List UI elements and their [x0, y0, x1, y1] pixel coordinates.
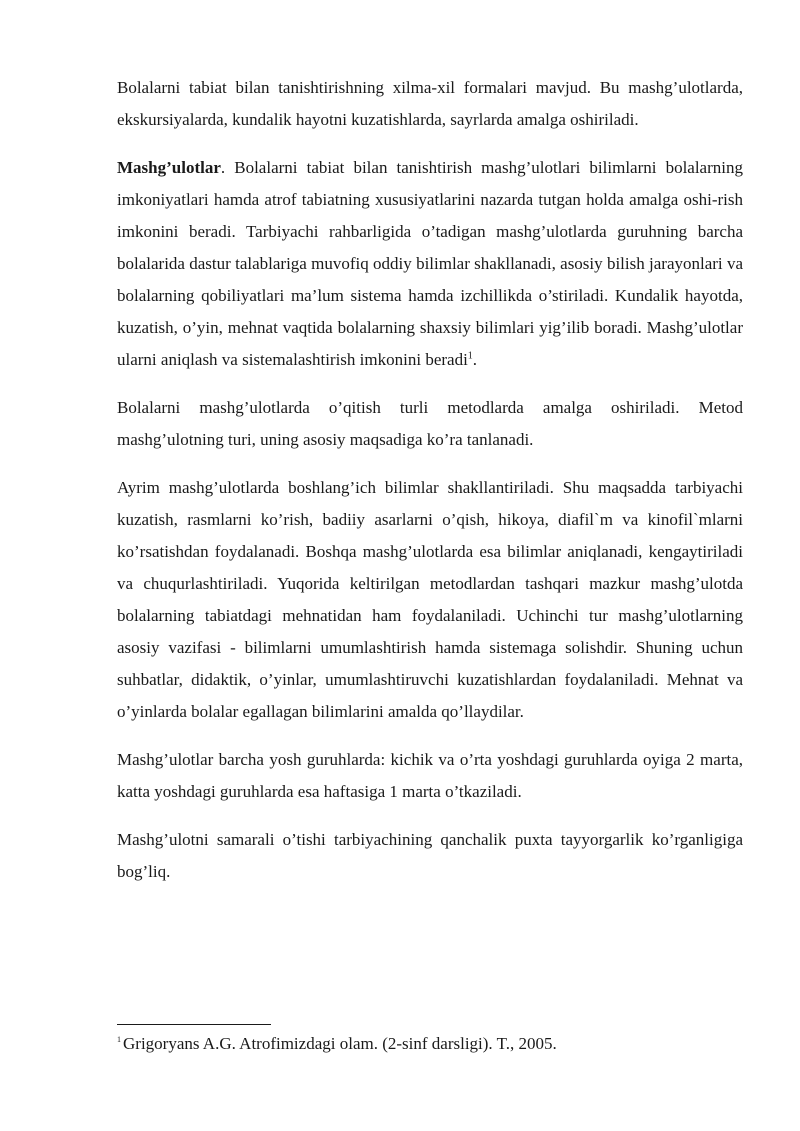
- paragraph-lesson-types: Ayrim mashg’ulotlarda boshlang’ich bilimlar shakllantiriladi. Shu maqsadda tarbiyachi kuzatish, rasmlarni ko’rish, badiiy asarlarni o’qish, hikoya, diafil`m va kinofil`mlarni ko’rsatishdan foydalanadi. Boshqa mashg’ulotlarda esa bilimlar aniqlanadi, kengaytiriladi va chuqurlashtiriladi. Yuqorida keltirilgan metodlardan tashqari mazkur mashg’ulotda bolalarning tabiatdagi mehnatidan ham foydalaniladi. Uchinchi tur mashg’ulotlarning asosiy vazifasi - bilimlarni umumlashtirish hamda sistemaga solishdir. Shuning uchun suhbatlar, didaktik, o’yinlar, umumlashtiruvchi kuzatishlardan foydalaniladi. Mehnat va o’yinlarda bolalar egallagan bilimlarini amalda qo’llaydilar.: [117, 478, 743, 721]
- footnote-text: Grigoryans A.G. Atrofimizdagi olam. (2-sinf darsligi). T., 2005.: [123, 1034, 557, 1053]
- footnote-reference[interactable]: 1: [467, 350, 473, 362]
- body-text: [117, 72, 743, 904]
- footnote-separator: [117, 1024, 271, 1025]
- paragraph-methods: Bolalarni mashg’ulotlarda o’qitish turli metodlarda amalga oshiriladi. Metod mashg’ulotning turi, uning asosiy maqsadiga ko’ra tanlanadi.: [117, 398, 743, 449]
- paragraph-lessons: [117, 152, 743, 376]
- footnote: [117, 1032, 743, 1056]
- paragraph-lessons-text: . Bolalarni tabiat bilan tanishtirish mashg’ulotlari bilimlarni bolalarning imkoniyatlari hamda atrof tabiatning xususiyatlarini nazarda tutgan holda amalga oshi-rish imkonini beradi. Tarbiyachi rahbarligida o’tadigan mashg’ulotlarda guruhning barcha bolalarida dastur talablariga muvofiq oddiy bilimlar shakllanadi, asosiy bilish jarayonlari va bolalarning qobiliyatlari ma’lum sistema hamda izchillikda o’stiriladi. Kundalik hayotda, kuzatish, o’yin, mehnat vaqtida bolalarning shaxsiy bilimlari yig’ilib boradi. Mashg’ulotlar ularni aniqlash va sistemalashtirish imkonini beradi: [117, 158, 743, 369]
- paragraph-preparation: Mashg’ulotni samarali o’tishi tarbiyachining qanchalik puxta tayyorgarlik ko’rganligiga bog’liq.: [117, 830, 743, 881]
- paragraph-heading-lessons: Mashg’ulotlar: [117, 158, 221, 177]
- paragraph-forms: Bolalarni tabiat bilan tanishtirishning xilma-xil formalari mavjud. Bu mashg’ulotlarda, ekskursiyalarda, kundalik hayotni kuzatishlarda, sayrlarda amalga oshiriladi.: [117, 78, 743, 129]
- paragraph-lessons-end: .: [472, 350, 478, 369]
- paragraph-frequency: Mashg’ulotlar barcha yosh guruhlarda: kichik va o’rta yoshdagi guruhlarda oyiga 2 marta, katta yoshdagi guruhlarda esa haftasiga 1 marta o’tkaziladi.: [117, 750, 743, 801]
- footnote-number: 1: [117, 1035, 121, 1045]
